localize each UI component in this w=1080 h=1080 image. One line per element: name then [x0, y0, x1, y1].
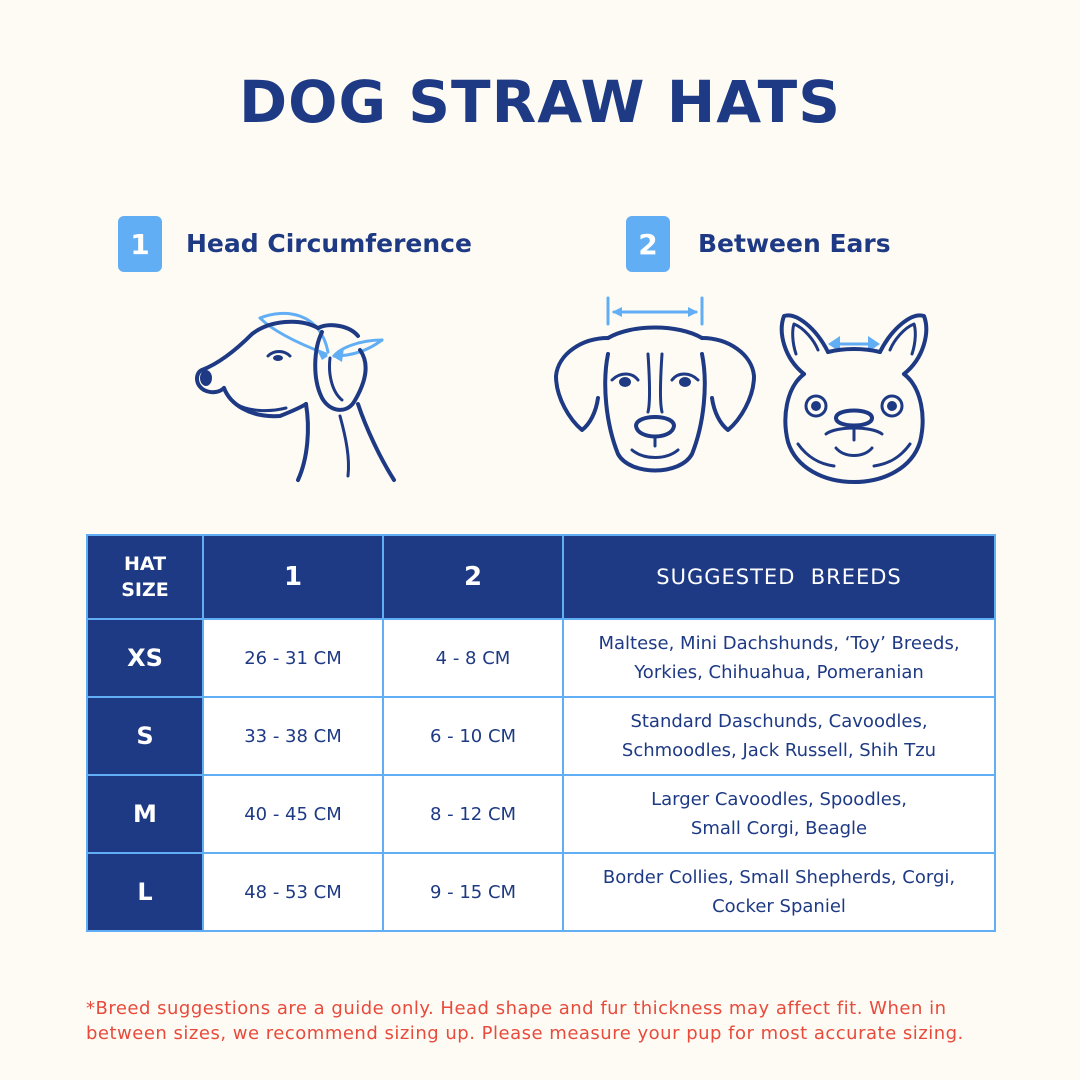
page-title: DOG STRAW HATS: [239, 68, 841, 136]
size-label: S: [87, 697, 203, 775]
suggested-breeds: [563, 697, 995, 775]
step-2-badge: [626, 216, 670, 272]
header-hat-size-line2: SIZE: [121, 579, 169, 601]
step-1-label: Head Circumference: [186, 229, 472, 258]
breeds-line: Cocker Spaniel: [712, 896, 846, 917]
step-2-number: 2: [638, 227, 658, 261]
fit-disclaimer: *Breed suggestions are a guide only. Head shape and fur thickness may affect fit. When in between sizes, we recommend sizing up. Please measure your pup for most accurate sizing.: [86, 998, 964, 1044]
between-ears-value: 8 - 12 CM: [383, 775, 563, 853]
breeds-line: Border Collies, Small Shepherds, Corgi,: [602, 867, 956, 888]
step-1-badge: [118, 216, 162, 272]
dog-front-face-icon: [552, 294, 762, 490]
breeds-line: Schmoodles, Jack Russell, Shih Tzu: [621, 740, 937, 761]
suggested-breeds: [563, 619, 995, 697]
head-circumference-value: 40 - 45 CM: [203, 775, 383, 853]
header-hat-size-line1: HAT: [123, 553, 167, 575]
header-measure-1: 1: [203, 535, 383, 619]
header-measure-2: 2: [383, 535, 563, 619]
table-header-row: [87, 535, 995, 619]
size-label: XS: [87, 619, 203, 697]
breeds-line: Standard Daschunds, Cavoodles,: [630, 711, 928, 732]
suggested-breeds: [563, 853, 995, 931]
suggested-breeds: [563, 775, 995, 853]
size-label: L: [87, 853, 203, 931]
step-1-number: 1: [130, 227, 150, 261]
breeds-line: Small Corgi, Beagle: [690, 818, 868, 839]
between-ears-value: 9 - 15 CM: [383, 853, 563, 931]
step-2-label: Between Ears: [698, 229, 891, 258]
french-bulldog-face-icon: [774, 308, 934, 488]
table-row: [87, 853, 995, 931]
header-hat-size: [87, 535, 203, 619]
between-ears-value: 4 - 8 CM: [383, 619, 563, 697]
table-row: [87, 697, 995, 775]
header-suggested-breeds: SUGGESTED BREEDS: [563, 535, 995, 619]
table-row: [87, 619, 995, 697]
between-ears-value: 6 - 10 CM: [383, 697, 563, 775]
breeds-line: Larger Cavoodles, Spoodles,: [651, 789, 907, 810]
breeds-line: Maltese, Mini Dachshunds, ‘Toy’ Breeds,: [598, 633, 960, 654]
size-chart-table: [86, 534, 996, 932]
size-label: M: [87, 775, 203, 853]
table-row: [87, 775, 995, 853]
head-circumference-value: 48 - 53 CM: [203, 853, 383, 931]
breeds-line: Yorkies, Chihuahua, Pomeranian: [634, 662, 924, 683]
head-circumference-value: 33 - 38 CM: [203, 697, 383, 775]
dog-side-profile-icon: [190, 308, 400, 484]
head-circumference-value: 26 - 31 CM: [203, 619, 383, 697]
